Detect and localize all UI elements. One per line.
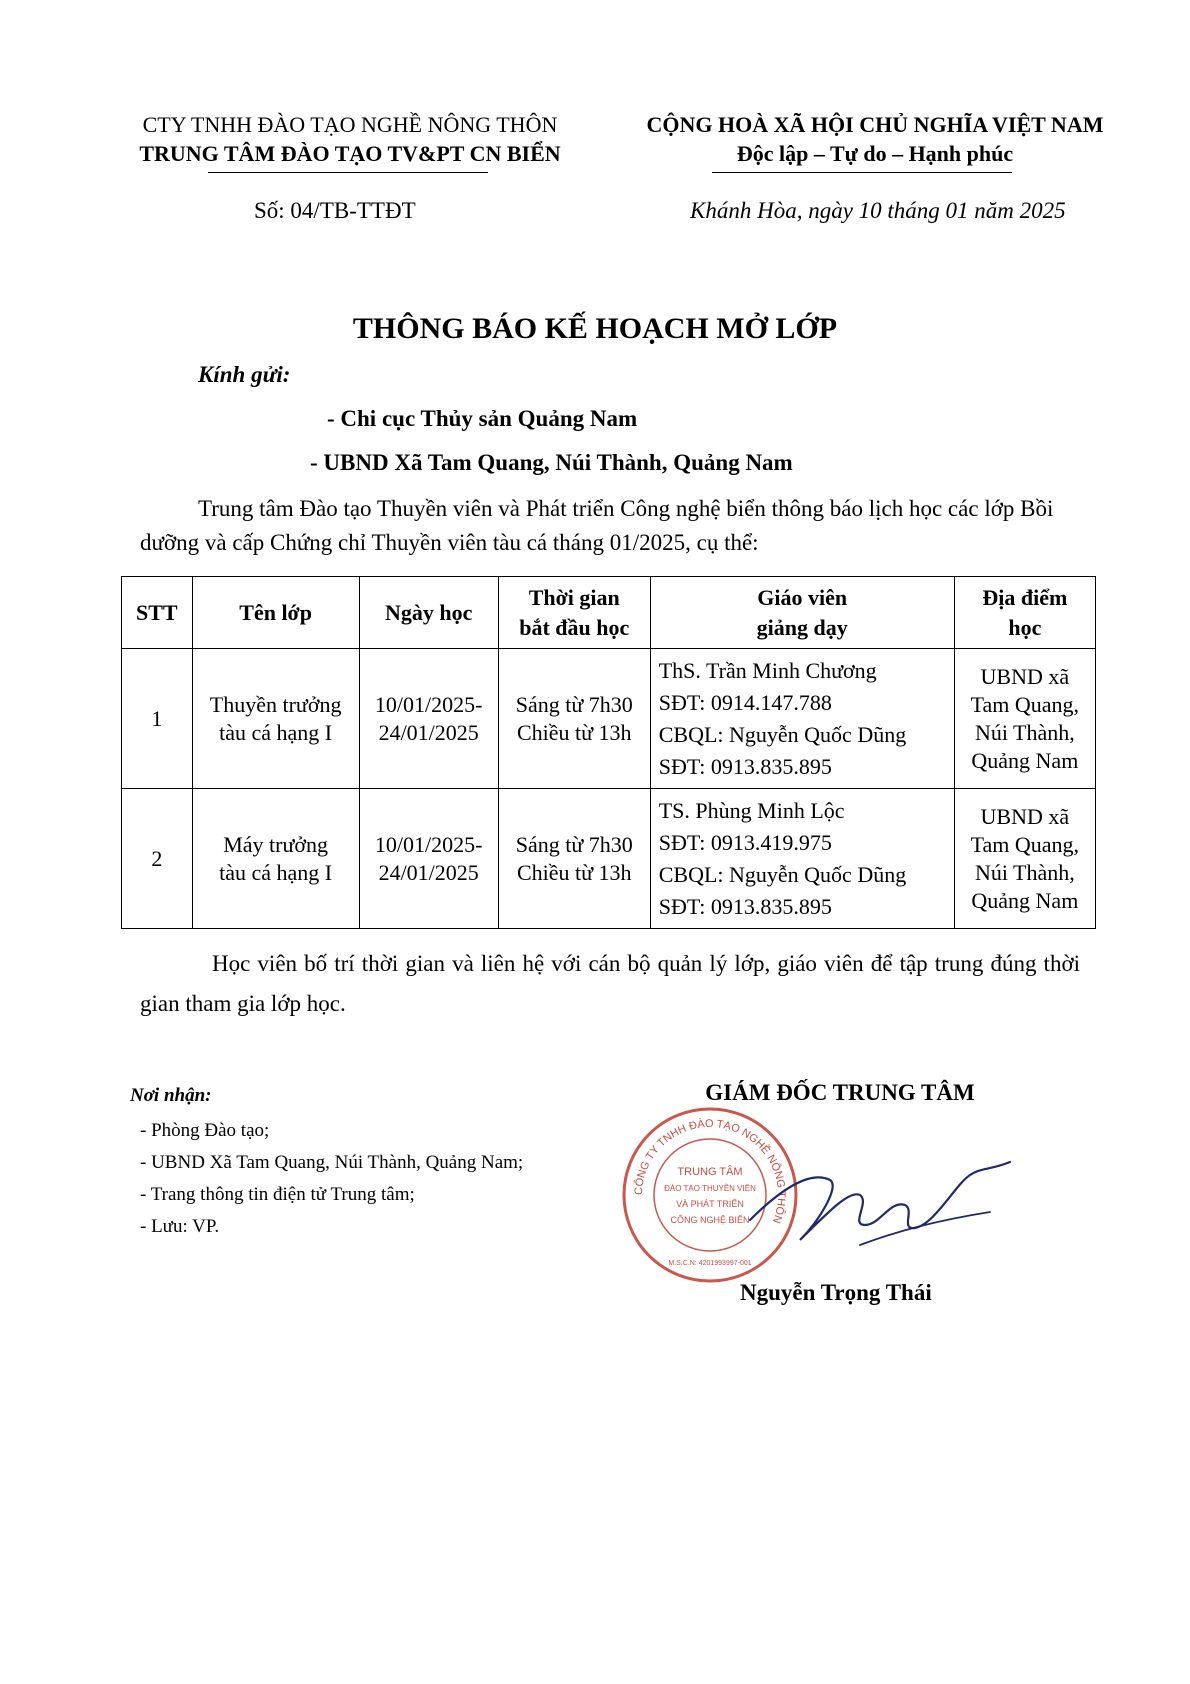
cell-teacher: TS. Phùng Minh Lộc SĐT: 0913.419.975 CBQL: Nguyễn Quốc Dũng SĐT: 0913.835.895 <box>650 789 954 929</box>
distribution-list <box>140 1115 523 1243</box>
col-header-location: Địa điểm học <box>954 577 1095 649</box>
cell-time: Sáng từ 7h30 Chiều từ 13h <box>498 649 650 789</box>
col-header-date: Ngày học <box>359 577 498 649</box>
distribution-item: - Phòng Đào tạo; <box>140 1120 270 1141</box>
cell-teacher: ThS. Trần Minh Chương SĐT: 0914.147.788 CBQL: Nguyễn Quốc Dũng SĐT: 0913.835.895 <box>650 649 954 789</box>
document-title: THÔNG BÁO KẾ HOẠCH MỞ LỚP <box>352 312 838 345</box>
table-header-row <box>122 577 1096 649</box>
distribution-item: - UBND Xã Tam Quang, Núi Thành, Quảng Nam; <box>140 1152 524 1173</box>
stamp-line: TRUNG TÂM <box>677 1166 743 1178</box>
signer-name: Nguyễn Trọng Thái <box>740 1280 932 1305</box>
table-row <box>122 789 1096 929</box>
col-header-teacher: Giáo viên giảng dạy <box>650 577 954 649</box>
stamp-ring-text: CÔNG TY TNHH ĐÀO TẠO NGHỀ NÔNG THÔN <box>632 1117 788 1225</box>
stamp-line: VÀ PHÁT TRIỂN <box>676 1199 744 1209</box>
stamp-line: CÔNG NGHỆ BIỂN <box>670 1215 750 1225</box>
closing-paragraph: Học viên bố trí thời gian và liên hệ với cán bộ quản lý lớp, giáo viên để tập trung đúng thời gian tham gia lớp học. <box>140 951 1080 1016</box>
table-row <box>122 649 1096 789</box>
col-header-stt: STT <box>122 577 193 649</box>
distribution-item: - Lưu: VP. <box>140 1216 220 1237</box>
cell-time: Sáng từ 7h30 Chiều từ 13h <box>498 789 650 929</box>
recipient-item: - UBND Xã Tam Quang, Núi Thành, Quảng Nam <box>310 450 793 475</box>
cell-date: 10/01/2025- 24/01/2025 <box>359 649 498 789</box>
nation-motto: Độc lập – Tự do – Hạnh phúc <box>736 141 1014 166</box>
stamp-code: M.S.C.N: 4201993997-001 <box>668 1260 752 1267</box>
cell-stt: 1 <box>122 649 193 789</box>
national-header <box>605 110 1145 168</box>
stamp-line: ĐÀO TẠO THUYỀN VIÊN <box>664 1184 756 1193</box>
cell-class: Máy trưởng tàu cá hạng I <box>192 789 359 929</box>
place-date: Khánh Hòa, ngày 10 tháng 01 năm 2025 <box>690 198 1066 223</box>
signer-title: GIÁM ĐỐC TRUNG TÂM <box>705 1080 975 1105</box>
recipients-label: Kính gửi: <box>198 362 291 387</box>
organization-header <box>100 110 600 168</box>
cell-class: Thuyền trưởng tàu cá hạng I <box>192 649 359 789</box>
cell-location: UBND xã Tam Quang, Núi Thành, Quảng Nam <box>954 649 1095 789</box>
cell-location: UBND xã Tam Quang, Núi Thành, Quảng Nam <box>954 789 1095 929</box>
distribution-item: - Trang thông tin điện tử Trung tâm; <box>140 1184 415 1205</box>
handwritten-signature <box>740 1150 1020 1260</box>
org-name: TRUNG TÂM ĐÀO TẠO TV&PT CN BIỂN <box>139 141 561 166</box>
schedule-table <box>121 576 1096 929</box>
document-number: Số: 04/TB-TTĐT <box>254 198 416 223</box>
intro-paragraph: Trung tâm Đào tạo Thuyền viên và Phát triển Công nghệ biển thông báo lịch học các lớp Bồi dưỡng và cấp Chứng chỉ Thuyền viên tàu cá tháng 01/2025, cụ thể: <box>140 496 1054 555</box>
org-parent-name: CTY TNHH ĐÀO TẠO NGHỀ NÔNG THÔN <box>142 112 558 137</box>
nation-title: CỘNG HOÀ XÃ HỘI CHỦ NGHĨA VIỆT NAM <box>646 112 1104 137</box>
motto-underline <box>712 172 1012 173</box>
col-header-class: Tên lớp <box>192 577 359 649</box>
recipient-item: - Chi cục Thủy sản Quảng Nam <box>327 406 638 431</box>
org-underline <box>208 172 488 173</box>
cell-date: 10/01/2025- 24/01/2025 <box>359 789 498 929</box>
cell-stt: 2 <box>122 789 193 929</box>
col-header-time: Thời gian bắt đầu học <box>498 577 650 649</box>
distribution-label: Nơi nhận: <box>130 1085 212 1106</box>
